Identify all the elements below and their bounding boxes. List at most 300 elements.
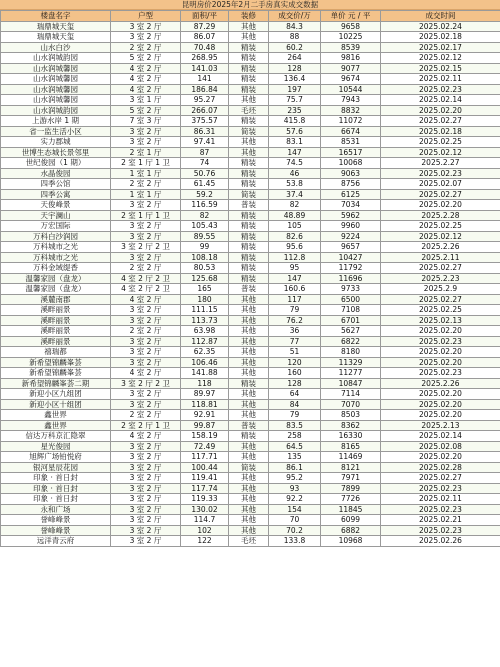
cell-date: 2025.02.25 <box>381 305 500 316</box>
cell-price: 70 <box>269 515 321 526</box>
cell-layout: 3 室 2 厅 <box>111 441 181 452</box>
cell-name: 旭辉广场铂悦府 <box>1 452 111 463</box>
cell-layout: 4 室 2 厅 <box>111 431 181 442</box>
cell-date: 2025.02.17 <box>381 42 500 53</box>
cell-name: 山水润城馨园 <box>1 84 111 95</box>
cell-date: 2025.02.18 <box>381 126 500 137</box>
cell-layout: 4 室 2 厅 <box>111 84 181 95</box>
cell-area: 268.95 <box>181 53 229 64</box>
cell-price: 135 <box>269 452 321 463</box>
cell-area: 86.31 <box>181 126 229 137</box>
table-row <box>1 347 500 358</box>
cell-area: 119.33 <box>181 494 229 505</box>
cell-name: 万科城市之光 <box>1 242 111 253</box>
table-row <box>1 147 500 158</box>
cell-name: 天俊峰景 <box>1 200 111 211</box>
cell-area: 89.55 <box>181 231 229 242</box>
header-price: 成交价/万 <box>269 11 321 22</box>
cell-price: 60.2 <box>269 42 321 53</box>
cell-price: 112.8 <box>269 252 321 263</box>
cell-layout: 3 室 2 厅 <box>111 315 181 326</box>
cell-price: 92.2 <box>269 494 321 505</box>
cell-name: 实力郡城 <box>1 137 111 148</box>
cell-unit-price: 9733 <box>321 284 381 295</box>
cell-area: 130.02 <box>181 504 229 515</box>
cell-decoration: 其他 <box>229 315 269 326</box>
cell-layout: 4 室 2 厅 <box>111 63 181 74</box>
cell-area: 165 <box>181 284 229 295</box>
cell-decoration: 其他 <box>229 147 269 158</box>
table-row <box>1 105 500 116</box>
table-row <box>1 74 500 85</box>
cell-decoration: 其他 <box>229 336 269 347</box>
cell-area: 97.41 <box>181 137 229 148</box>
cell-unit-price: 7108 <box>321 305 381 316</box>
cell-date: 2025.02.23 <box>381 483 500 494</box>
cell-price: 258 <box>269 431 321 442</box>
cell-price: 95.6 <box>269 242 321 253</box>
cell-name: 新迎小区九组团 <box>1 389 111 400</box>
cell-name: 溪畔丽景 <box>1 315 111 326</box>
cell-decoration: 其他 <box>229 473 269 484</box>
cell-layout: 3 室 2 厅 <box>111 389 181 400</box>
cell-unit-price: 6125 <box>321 189 381 200</box>
cell-area: 105.43 <box>181 221 229 232</box>
cell-price: 147 <box>269 273 321 284</box>
table-row <box>1 42 500 53</box>
cell-decoration: 其他 <box>229 357 269 368</box>
table-row <box>1 452 500 463</box>
cell-name: 万科白沙润园 <box>1 231 111 242</box>
cell-price: 197 <box>269 84 321 95</box>
cell-area: 86.07 <box>181 32 229 43</box>
cell-area: 70.48 <box>181 42 229 53</box>
cell-decoration: 精装 <box>229 431 269 442</box>
cell-name: 四季公寓 <box>1 189 111 200</box>
cell-date: 2025.2.11 <box>381 252 500 263</box>
cell-unit-price: 8756 <box>321 179 381 190</box>
table-row <box>1 21 500 32</box>
cell-area: 74 <box>181 158 229 169</box>
cell-date: 2025.02.14 <box>381 95 500 106</box>
cell-unit-price: 11329 <box>321 357 381 368</box>
cell-name: 新希望锦麟峯荟 <box>1 357 111 368</box>
cell-date: 2025.02.20 <box>381 410 500 421</box>
cell-area: 108.18 <box>181 252 229 263</box>
cell-layout: 3 室 2 厅 <box>111 200 181 211</box>
cell-unit-price: 16517 <box>321 147 381 158</box>
cell-date: 2025.02.08 <box>381 441 500 452</box>
header-area: 面积/平 <box>181 11 229 22</box>
cell-area: 72.49 <box>181 441 229 452</box>
cell-area: 63.98 <box>181 326 229 337</box>
cell-decoration: 毛坯 <box>229 536 269 547</box>
cell-price: 120 <box>269 357 321 368</box>
cell-name: 山水润城馨园 <box>1 74 111 85</box>
cell-name: 万宏国际 <box>1 221 111 232</box>
cell-layout: 2 室 2 厅 <box>111 326 181 337</box>
cell-name: 鑫世界 <box>1 420 111 431</box>
cell-layout: 4 室 2 厅 <box>111 368 181 379</box>
cell-price: 46 <box>269 168 321 179</box>
cell-date: 2025.02.20 <box>381 200 500 211</box>
table-row <box>1 315 500 326</box>
cell-area: 95.27 <box>181 95 229 106</box>
cell-area: 116.59 <box>181 200 229 211</box>
cell-unit-price: 8121 <box>321 462 381 473</box>
cell-price: 264 <box>269 53 321 64</box>
cell-price: 128 <box>269 378 321 389</box>
cell-date: 2025.02.23 <box>381 525 500 536</box>
table-row <box>1 53 500 64</box>
header-row <box>1 11 500 22</box>
cell-name: 瑞鼎城天玺 <box>1 32 111 43</box>
cell-layout: 3 室 1 厅 <box>111 95 181 106</box>
cell-area: 122 <box>181 536 229 547</box>
cell-price: 82 <box>269 200 321 211</box>
cell-unit-price: 11277 <box>321 368 381 379</box>
cell-decoration: 简装 <box>229 126 269 137</box>
table-row <box>1 494 500 505</box>
cell-unit-price: 10427 <box>321 252 381 263</box>
cell-price: 48.89 <box>269 210 321 221</box>
cell-layout: 4 室 2 厅 2 卫 <box>111 284 181 295</box>
cell-decoration: 其他 <box>229 137 269 148</box>
cell-decoration: 其他 <box>229 32 269 43</box>
cell-layout: 2 室 2 厅 <box>111 42 181 53</box>
cell-date: 2025.02.15 <box>381 63 500 74</box>
cell-price: 79 <box>269 305 321 316</box>
cell-price: 84.3 <box>269 21 321 32</box>
cell-name: 誉峰峰景 <box>1 525 111 536</box>
cell-area: 99 <box>181 242 229 253</box>
cell-unit-price: 8180 <box>321 347 381 358</box>
cell-name: 天宇澜山 <box>1 210 111 221</box>
cell-unit-price: 7943 <box>321 95 381 106</box>
transaction-table <box>0 10 500 547</box>
cell-unit-price: 10068 <box>321 158 381 169</box>
cell-name: 上游水岸 1 期 <box>1 116 111 127</box>
cell-price: 76.2 <box>269 315 321 326</box>
cell-price: 415.8 <box>269 116 321 127</box>
cell-unit-price: 11469 <box>321 452 381 463</box>
cell-decoration: 精装 <box>229 179 269 190</box>
cell-unit-price: 8531 <box>321 137 381 148</box>
cell-decoration: 精装 <box>229 168 269 179</box>
cell-date: 2025.2.23 <box>381 273 500 284</box>
cell-layout: 3 室 2 厅 <box>111 221 181 232</box>
cell-area: 114.7 <box>181 515 229 526</box>
cell-name: 新希望锦麟峯荟 <box>1 368 111 379</box>
cell-unit-price: 11072 <box>321 116 381 127</box>
cell-decoration: 简装 <box>229 189 269 200</box>
cell-decoration: 精装 <box>229 116 269 127</box>
table-row <box>1 158 500 169</box>
cell-name: 溪畔丽景 <box>1 326 111 337</box>
cell-name: 山水润城韵园 <box>1 105 111 116</box>
cell-name: 新希望锦麟峯荟二期 <box>1 378 111 389</box>
table-row <box>1 483 500 494</box>
cell-name: 瑞鼎城天玺 <box>1 21 111 32</box>
cell-price: 117 <box>269 294 321 305</box>
cell-date: 2025.02.27 <box>381 116 500 127</box>
table-row <box>1 294 500 305</box>
cell-price: 74.5 <box>269 158 321 169</box>
cell-unit-price: 7114 <box>321 389 381 400</box>
table-row <box>1 410 500 421</box>
cell-layout: 2 室 2 厅 <box>111 410 181 421</box>
cell-decoration: 精装 <box>229 158 269 169</box>
cell-decoration: 其他 <box>229 483 269 494</box>
cell-price: 83.1 <box>269 137 321 148</box>
table-row <box>1 536 500 547</box>
cell-layout: 3 室 2 厅 2 卫 <box>111 378 181 389</box>
cell-name: 星光俊园 <box>1 441 111 452</box>
cell-date: 2025.02.27 <box>381 263 500 274</box>
cell-date: 2025.02.23 <box>381 368 500 379</box>
cell-name: 溪畔丽景 <box>1 305 111 316</box>
table-row <box>1 242 500 253</box>
cell-layout: 3 室 2 厅 <box>111 137 181 148</box>
cell-name: 永和广场 <box>1 504 111 515</box>
cell-date: 2025.2.26 <box>381 242 500 253</box>
cell-date: 2025.02.11 <box>381 74 500 85</box>
cell-decoration: 其他 <box>229 525 269 536</box>
cell-date: 2025.02.28 <box>381 462 500 473</box>
cell-unit-price: 6099 <box>321 515 381 526</box>
cell-date: 2025.2.27 <box>381 158 500 169</box>
cell-price: 105 <box>269 221 321 232</box>
cell-layout: 1 室 1 厅 <box>111 189 181 200</box>
cell-area: 62.35 <box>181 347 229 358</box>
cell-price: 64 <box>269 389 321 400</box>
cell-date: 2025.02.27 <box>381 294 500 305</box>
cell-decoration: 其他 <box>229 389 269 400</box>
cell-unit-price: 9658 <box>321 21 381 32</box>
table-row <box>1 473 500 484</box>
cell-name: 溪麓南郡 <box>1 294 111 305</box>
cell-decoration: 其他 <box>229 95 269 106</box>
cell-unit-price: 9674 <box>321 74 381 85</box>
cell-decoration: 精装 <box>229 53 269 64</box>
header-layout: 户型 <box>111 11 181 22</box>
table-row <box>1 389 500 400</box>
cell-decoration: 精装 <box>229 263 269 274</box>
cell-unit-price: 6822 <box>321 336 381 347</box>
cell-layout: 3 室 2 厅 <box>111 21 181 32</box>
cell-area: 100.44 <box>181 462 229 473</box>
cell-decoration: 其他 <box>229 452 269 463</box>
cell-layout: 2 室 2 厅 1 卫 <box>111 420 181 431</box>
cell-unit-price: 11845 <box>321 504 381 515</box>
cell-price: 36 <box>269 326 321 337</box>
cell-decoration: 精装 <box>229 378 269 389</box>
cell-area: 141.03 <box>181 63 229 74</box>
cell-unit-price: 6701 <box>321 315 381 326</box>
cell-area: 112.87 <box>181 336 229 347</box>
cell-date: 2025.02.20 <box>381 347 500 358</box>
cell-decoration: 其他 <box>229 515 269 526</box>
cell-price: 84 <box>269 399 321 410</box>
cell-decoration: 其他 <box>229 305 269 316</box>
cell-unit-price: 7034 <box>321 200 381 211</box>
table-row <box>1 126 500 137</box>
cell-date: 2025.02.23 <box>381 84 500 95</box>
cell-layout: 3 室 2 厅 <box>111 504 181 515</box>
cell-layout: 2 室 2 厅 <box>111 179 181 190</box>
cell-price: 37.4 <box>269 189 321 200</box>
cell-layout: 3 室 2 厅 <box>111 462 181 473</box>
cell-name: 四季公馆 <box>1 179 111 190</box>
cell-name: 山水润城馨园 <box>1 63 111 74</box>
cell-area: 87.29 <box>181 21 229 32</box>
cell-date: 2025.02.27 <box>381 189 500 200</box>
cell-layout: 3 室 2 厅 <box>111 483 181 494</box>
cell-layout: 4 室 2 厅 <box>111 74 181 85</box>
cell-unit-price: 8362 <box>321 420 381 431</box>
table-row <box>1 200 500 211</box>
cell-date: 2025.02.20 <box>381 452 500 463</box>
cell-date: 2025.02.07 <box>381 179 500 190</box>
cell-area: 82 <box>181 210 229 221</box>
cell-price: 75.7 <box>269 95 321 106</box>
cell-layout: 7 室 3 厅 <box>111 116 181 127</box>
cell-area: 99.87 <box>181 420 229 431</box>
cell-area: 111.15 <box>181 305 229 316</box>
cell-unit-price: 8165 <box>321 441 381 452</box>
cell-layout: 3 室 2 厅 <box>111 473 181 484</box>
cell-unit-price: 9657 <box>321 242 381 253</box>
table-row <box>1 63 500 74</box>
cell-unit-price: 9960 <box>321 221 381 232</box>
cell-area: 106.46 <box>181 357 229 368</box>
cell-date: 2025.02.20 <box>381 357 500 368</box>
cell-area: 158.19 <box>181 431 229 442</box>
cell-unit-price: 5962 <box>321 210 381 221</box>
cell-unit-price: 8539 <box>321 42 381 53</box>
table-row <box>1 284 500 295</box>
cell-unit-price: 10968 <box>321 536 381 547</box>
cell-date: 2025.02.23 <box>381 504 500 515</box>
cell-price: 128 <box>269 63 321 74</box>
cell-date: 2025.02.18 <box>381 32 500 43</box>
cell-name: 山水润城馨园 <box>1 95 111 106</box>
cell-layout: 3 室 2 厅 <box>111 515 181 526</box>
cell-area: 180 <box>181 294 229 305</box>
cell-name: 温馨家园（盘龙） <box>1 284 111 295</box>
cell-area: 61.45 <box>181 179 229 190</box>
cell-date: 2025.02.12 <box>381 231 500 242</box>
cell-name: 世纪俊园（1 期） <box>1 158 111 169</box>
cell-layout: 3 室 2 厅 <box>111 536 181 547</box>
cell-price: 136.4 <box>269 74 321 85</box>
cell-name: 山水润城韵园 <box>1 53 111 64</box>
cell-unit-price: 11696 <box>321 273 381 284</box>
cell-price: 95 <box>269 263 321 274</box>
cell-decoration: 其他 <box>229 21 269 32</box>
cell-date: 2025.2.26 <box>381 378 500 389</box>
cell-name: 万科金域缇香 <box>1 263 111 274</box>
header-unit-price: 单价 元 / 平 <box>321 11 381 22</box>
table-row <box>1 252 500 263</box>
cell-layout: 3 室 2 厅 <box>111 357 181 368</box>
cell-layout: 3 室 2 厅 <box>111 525 181 536</box>
cell-layout: 3 室 2 厅 2 卫 <box>111 242 181 253</box>
table-row <box>1 137 500 148</box>
cell-decoration: 精装 <box>229 231 269 242</box>
cell-unit-price: 7899 <box>321 483 381 494</box>
cell-price: 77 <box>269 336 321 347</box>
table-row <box>1 462 500 473</box>
cell-name: 印象 · 首日封 <box>1 494 111 505</box>
cell-decoration: 普装 <box>229 420 269 431</box>
cell-layout: 3 室 2 厅 <box>111 452 181 463</box>
cell-price: 88 <box>269 32 321 43</box>
table-row <box>1 84 500 95</box>
cell-decoration: 其他 <box>229 504 269 515</box>
cell-price: 83.5 <box>269 420 321 431</box>
cell-date: 2025.02.23 <box>381 168 500 179</box>
cell-date: 2025.02.14 <box>381 431 500 442</box>
table-row <box>1 525 500 536</box>
cell-layout: 3 室 2 厅 <box>111 231 181 242</box>
cell-area: 102 <box>181 525 229 536</box>
cell-layout: 2 室 2 厅 <box>111 263 181 274</box>
header-name: 楼盘名字 <box>1 11 111 22</box>
cell-price: 93 <box>269 483 321 494</box>
cell-decoration: 精装 <box>229 84 269 95</box>
cell-area: 375.57 <box>181 116 229 127</box>
cell-area: 141.88 <box>181 368 229 379</box>
cell-name: 溪畔丽景 <box>1 336 111 347</box>
cell-price: 154 <box>269 504 321 515</box>
table-row <box>1 116 500 127</box>
cell-layout: 3 室 2 厅 <box>111 305 181 316</box>
cell-date: 2025.2.9 <box>381 284 500 295</box>
cell-price: 160.6 <box>269 284 321 295</box>
cell-decoration: 普装 <box>229 200 269 211</box>
cell-name: 远洋青云府 <box>1 536 111 547</box>
cell-unit-price: 10544 <box>321 84 381 95</box>
header-date: 成交时间 <box>381 11 500 22</box>
table-row <box>1 210 500 221</box>
cell-price: 86.1 <box>269 462 321 473</box>
cell-unit-price: 10847 <box>321 378 381 389</box>
cell-name: 印象 · 首日封 <box>1 483 111 494</box>
cell-price: 160 <box>269 368 321 379</box>
cell-layout: 2 室 1 厅 1 卫 <box>111 158 181 169</box>
cell-name: 印象 · 首日封 <box>1 473 111 484</box>
cell-decoration: 简装 <box>229 462 269 473</box>
cell-name: 禧瑞都 <box>1 347 111 358</box>
cell-area: 89.97 <box>181 389 229 400</box>
cell-layout: 4 室 2 厅 <box>111 294 181 305</box>
cell-date: 2025.02.20 <box>381 399 500 410</box>
cell-date: 2025.02.21 <box>381 515 500 526</box>
table-row <box>1 515 500 526</box>
table-row <box>1 273 500 284</box>
table-row <box>1 357 500 368</box>
cell-decoration: 其他 <box>229 410 269 421</box>
cell-name: 省一监生活小区 <box>1 126 111 137</box>
cell-unit-price: 7971 <box>321 473 381 484</box>
cell-decoration: 精装 <box>229 221 269 232</box>
cell-name: 万科城市之光 <box>1 252 111 263</box>
cell-area: 50.76 <box>181 168 229 179</box>
table-row <box>1 305 500 316</box>
cell-date: 2025.02.24 <box>381 21 500 32</box>
cell-price: 64.5 <box>269 441 321 452</box>
